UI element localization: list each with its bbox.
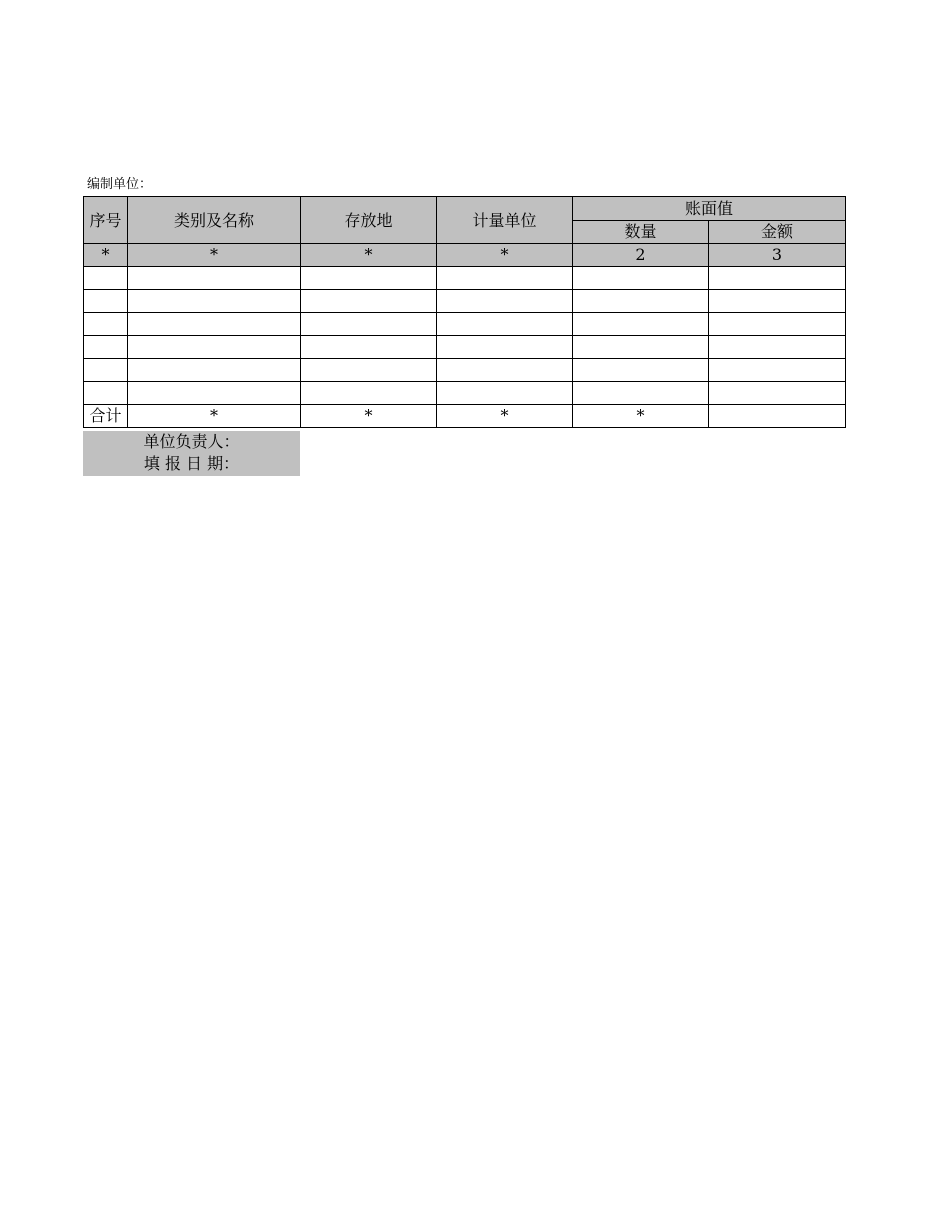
table-cell[interactable] — [301, 359, 437, 382]
table-cell[interactable] — [437, 336, 573, 359]
table-cell[interactable] — [437, 313, 573, 336]
table-cell[interactable] — [709, 359, 846, 382]
asset-table — [83, 196, 846, 428]
table-cell[interactable] — [128, 359, 301, 382]
table-cell[interactable] — [301, 290, 437, 313]
index-cell: * — [437, 244, 573, 267]
table-cell[interactable] — [437, 267, 573, 290]
col-header-quantity: 数量 — [573, 221, 709, 244]
table-row — [84, 290, 846, 313]
table-row — [84, 382, 846, 405]
table-cell[interactable] — [573, 313, 709, 336]
table-cell[interactable] — [709, 382, 846, 405]
table-cell[interactable] — [128, 382, 301, 405]
person-in-charge-label: 单位负责人： — [143, 432, 240, 451]
table-cell[interactable] — [84, 359, 128, 382]
table-cell[interactable] — [301, 382, 437, 405]
total-label: 合计 — [84, 405, 128, 428]
col-header-seq: 序号 — [84, 197, 128, 244]
table-cell[interactable] — [84, 290, 128, 313]
table-row — [84, 313, 846, 336]
table-cell[interactable] — [709, 290, 846, 313]
table-row — [84, 267, 846, 290]
table-row — [84, 359, 846, 382]
index-cell: * — [128, 244, 301, 267]
table-cell[interactable] — [573, 290, 709, 313]
table-cell[interactable] — [573, 336, 709, 359]
report-date-label: 填 报 日 期： — [143, 454, 240, 473]
index-cell: 2 — [573, 244, 709, 267]
col-header-book-value: 账面值 — [573, 197, 846, 221]
col-header-category-name: 类别及名称 — [128, 197, 301, 244]
table-cell[interactable] — [709, 313, 846, 336]
index-cell: * — [301, 244, 437, 267]
table-cell[interactable] — [573, 382, 709, 405]
table-cell[interactable] — [437, 359, 573, 382]
col-header-location: 存放地 — [301, 197, 437, 244]
index-row — [84, 244, 846, 267]
table-cell[interactable] — [709, 267, 846, 290]
table-cell[interactable] — [128, 336, 301, 359]
table-cell[interactable] — [84, 313, 128, 336]
table-cell[interactable] — [437, 382, 573, 405]
table-row — [84, 336, 846, 359]
total-cell: * — [437, 405, 573, 428]
table-cell[interactable] — [128, 313, 301, 336]
table-cell[interactable] — [84, 336, 128, 359]
signature-block — [83, 431, 300, 476]
index-cell: 3 — [709, 244, 846, 267]
table-cell[interactable] — [301, 313, 437, 336]
unit-label: 编制单位： — [87, 177, 153, 192]
table-cell[interactable] — [301, 336, 437, 359]
table-cell[interactable] — [573, 359, 709, 382]
col-header-amount: 金额 — [709, 221, 846, 244]
table-cell[interactable] — [128, 267, 301, 290]
index-cell: * — [84, 244, 128, 267]
table-cell[interactable] — [84, 267, 128, 290]
table-cell[interactable] — [128, 290, 301, 313]
table-cell[interactable] — [573, 267, 709, 290]
total-amount-cell[interactable] — [709, 405, 846, 428]
table-cell[interactable] — [709, 336, 846, 359]
header-row-1 — [84, 197, 846, 221]
col-header-unit-of-measure: 计量单位 — [437, 197, 573, 244]
table-cell[interactable] — [437, 290, 573, 313]
total-row — [84, 405, 846, 428]
total-cell: * — [128, 405, 301, 428]
table-cell[interactable] — [301, 267, 437, 290]
total-cell: * — [573, 405, 709, 428]
total-cell: * — [301, 405, 437, 428]
table-cell[interactable] — [84, 382, 128, 405]
